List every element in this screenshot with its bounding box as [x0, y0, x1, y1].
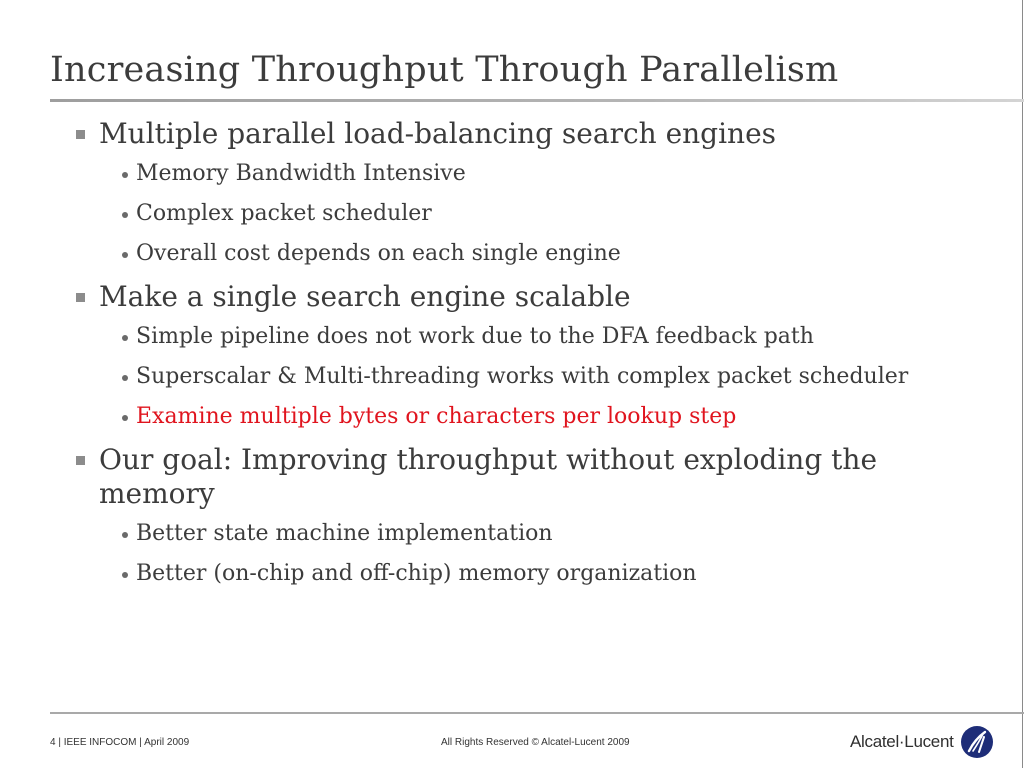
sub-bullet-text: Complex packet scheduler — [136, 201, 432, 226]
bullet-parallel-engines — [74, 117, 934, 151]
slide-border — [1022, 0, 1023, 768]
company-logo — [850, 724, 994, 760]
sub-bullet — [118, 199, 934, 228]
dot-bullet-icon — [122, 252, 128, 258]
dot-bullet-icon — [122, 212, 128, 218]
sub-bullet-text: Simple pipeline does not work due to the DFA feedback path — [136, 324, 814, 349]
square-bullet-icon — [76, 130, 85, 139]
square-bullet-icon — [76, 293, 85, 302]
logo-wordmark: Alcatel·Lucent — [850, 732, 954, 751]
sub-bullet-text: Better (on-chip and off-chip) memory organization — [136, 561, 697, 586]
bullet-text: Multiple parallel load-balancing search engines — [99, 117, 777, 150]
sub-bullet-highlighted — [118, 402, 934, 431]
dot-bullet-icon — [122, 572, 128, 578]
footer-copyright: All Rights Reserved © Alcatel-Lucent 2009 — [441, 737, 630, 748]
footer-divider — [50, 712, 1024, 714]
dot-bullet-icon — [122, 172, 128, 178]
dot-bullet-icon — [122, 375, 128, 381]
bullet-text: Our goal: Improving throughput without exploding the memory — [99, 443, 878, 510]
sub-bullet — [118, 362, 934, 391]
bullet-our-goal — [74, 443, 934, 511]
alcatel-lucent-logo-icon — [960, 725, 994, 759]
sub-bullet — [118, 239, 934, 268]
dot-bullet-icon — [122, 415, 128, 421]
sub-bullet-text: Overall cost depends on each single engine — [136, 241, 621, 266]
sub-bullet — [118, 519, 934, 548]
square-bullet-icon — [76, 456, 85, 465]
title-divider — [50, 99, 1024, 102]
sub-bullet — [118, 159, 934, 188]
slide-title: Increasing Throughput Through Parallelism — [50, 50, 839, 90]
sub-bullet-text: Memory Bandwidth Intensive — [136, 161, 466, 186]
sub-bullet-text: Better state machine implementation — [136, 521, 553, 546]
dot-bullet-icon — [122, 335, 128, 341]
sub-bullet-text: Superscalar & Multi-threading works with complex packet scheduler — [136, 364, 909, 389]
sub-bullet-text: Examine multiple bytes or characters per lookup step — [136, 404, 737, 429]
bullet-scalable-engine — [74, 280, 934, 314]
footer-page-info: 4 | IEEE INFOCOM | April 2009 — [50, 737, 190, 748]
sub-bullet — [118, 322, 934, 351]
bullet-text: Make a single search engine scalable — [99, 280, 631, 313]
sub-bullet — [118, 559, 934, 588]
dot-bullet-icon — [122, 532, 128, 538]
slide-body — [74, 117, 934, 599]
